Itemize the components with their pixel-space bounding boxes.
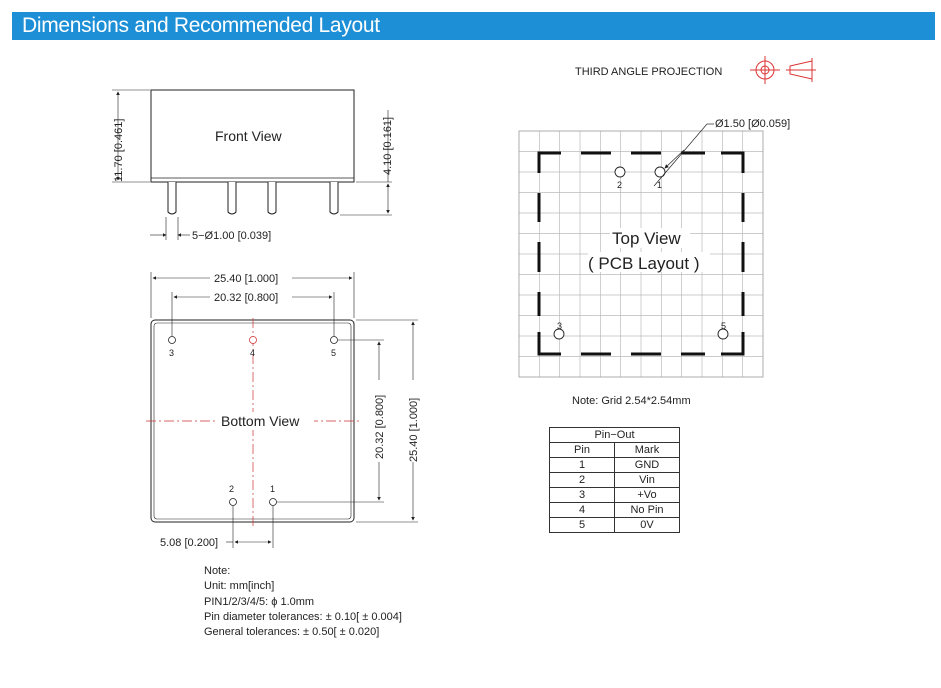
pcb-pin-5-label: 5 xyxy=(721,321,727,331)
pin-cell: 1 xyxy=(550,458,615,473)
bottom-view-pin-vertical-dim: 20.32 [0.800] xyxy=(374,394,386,459)
notes-block xyxy=(204,564,402,640)
front-view xyxy=(112,90,394,242)
bottom-pin-1-label: 1 xyxy=(270,484,276,494)
pin-cell: 5 xyxy=(550,518,615,533)
front-view-label: Front View xyxy=(215,128,282,144)
bottom-pin-3-label: 3 xyxy=(169,348,175,358)
pcb-hole-2 xyxy=(615,167,625,177)
mark-cell: No Pin xyxy=(615,503,680,518)
bottom-view xyxy=(146,271,420,549)
mark-cell: 0V xyxy=(615,518,680,533)
pin-out-table xyxy=(549,427,680,533)
top-view xyxy=(519,118,790,407)
bottom-view-label: Bottom View xyxy=(221,413,300,429)
bottom-pin-4 xyxy=(250,337,257,344)
pcb-layout-label: ( PCB Layout ) xyxy=(588,254,700,273)
pcb-pin-3-label: 3 xyxy=(557,321,563,331)
projection-symbol-icon xyxy=(750,56,816,84)
bottom-pin-3 xyxy=(169,337,176,344)
mark-cell: Vin xyxy=(615,473,680,488)
pin-out-header-pin: Pin xyxy=(550,443,615,458)
bottom-pin-2-label: 2 xyxy=(229,484,235,494)
pcb-hole-1 xyxy=(655,167,665,177)
notes-pin-tolerance: Pin diameter tolerances: ± 0.10[ ± 0.004] xyxy=(204,610,402,623)
bottom-pin-5 xyxy=(331,337,338,344)
grid-note: Note: Grid 2.54*2.54mm xyxy=(572,395,691,407)
table-row xyxy=(550,488,680,503)
bottom-view-pin-span-dim: 20.32 [0.800] xyxy=(214,292,279,304)
bottom-pin-2 xyxy=(230,499,237,506)
mark-cell: GND xyxy=(615,458,680,473)
page-title: Dimensions and Recommended Layout xyxy=(22,14,380,37)
table-row xyxy=(550,518,680,533)
bottom-pin-5-label: 5 xyxy=(331,348,337,358)
pcb-hole-dim: Ø1.50 [Ø0.059] xyxy=(715,118,791,130)
pin-out-title: Pin−Out xyxy=(550,428,680,443)
bottom-pin-1 xyxy=(270,499,277,506)
front-view-pins xyxy=(168,182,338,214)
notes-general-tolerance: General tolerances: ± 0.50[ ± 0.020] xyxy=(204,626,380,639)
pin-cell: 3 xyxy=(550,488,615,503)
front-view-pin-dia-dim: 5−Ø1.00 [0.039] xyxy=(192,230,272,242)
notes-unit: Unit: mm[inch] xyxy=(204,580,275,593)
bottom-view-height-dim: 25.40 [1.000] xyxy=(408,397,420,462)
notes-pin-size: PIN1/2/3/4/5: ϕ 1.0mm xyxy=(204,595,315,608)
table-row xyxy=(550,503,680,518)
front-view-pin-length-dim: 4.10 [0.161] xyxy=(382,116,394,175)
mark-cell: +Vo xyxy=(615,488,680,503)
front-view-height-dim: 11.70 [0.461] xyxy=(113,118,125,182)
pin-cell: 2 xyxy=(550,473,615,488)
top-view-label: Top View xyxy=(612,229,681,248)
table-row xyxy=(550,458,680,473)
pcb-pin-1-label: 1 xyxy=(657,180,663,190)
pin-cell: 4 xyxy=(550,503,615,518)
pin-out-header-mark: Mark xyxy=(615,443,680,458)
table-row xyxy=(550,473,680,488)
bottom-view-offset-dim: 5.08 [0.200] xyxy=(160,537,219,549)
bottom-pin-4-label: 4 xyxy=(250,348,256,358)
pcb-pin-2-label: 2 xyxy=(617,180,623,190)
notes-heading: Note: xyxy=(204,565,231,577)
projection-label: THIRD ANGLE PROJECTION xyxy=(575,66,723,78)
bottom-view-width-dim: 25.40 [1.000] xyxy=(214,273,279,285)
